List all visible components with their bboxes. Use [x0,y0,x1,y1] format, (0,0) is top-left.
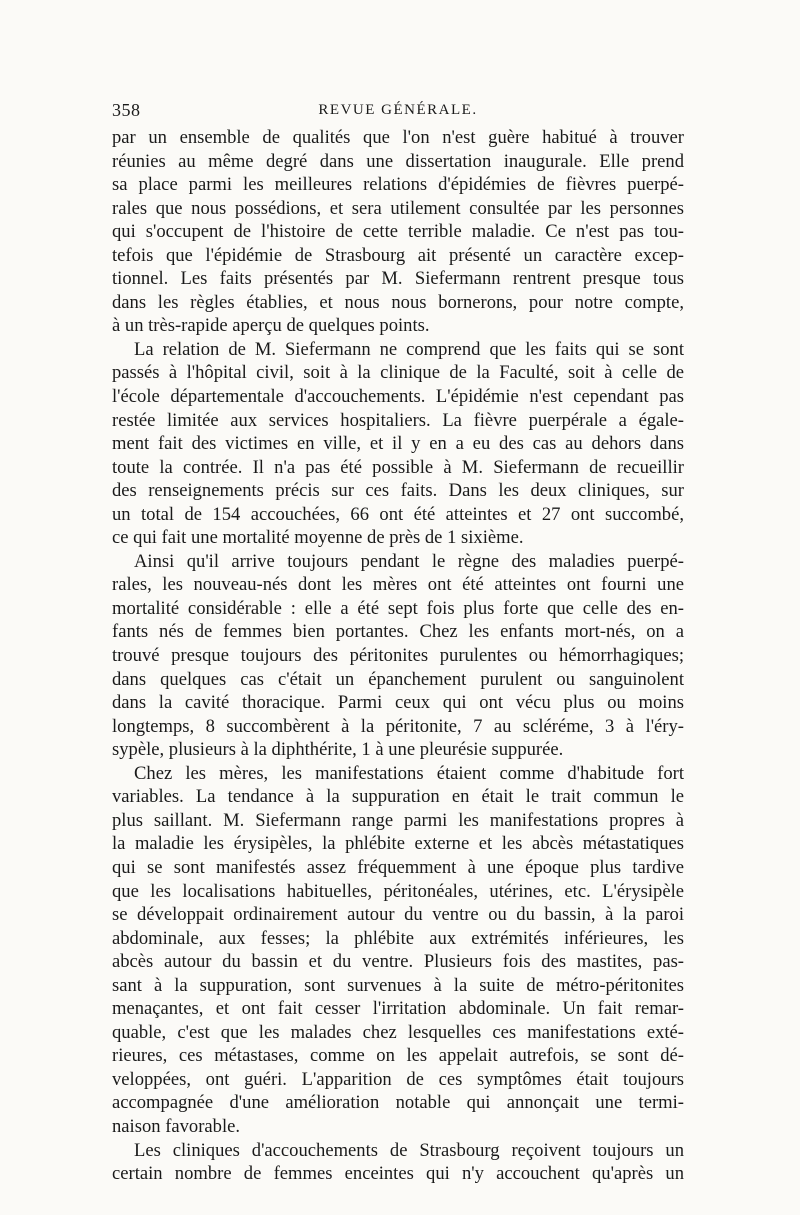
text-line: mortalité considérable : elle a été sept fois plus forte que celle des en- [112,597,684,619]
text-line: quable, c'est que les malades chez lesquelles ces manifestations exté- [112,1021,684,1043]
text-line: dans les règles établies, et nous nous bornerons, pour notre compte, [112,291,684,313]
text-line: ment fait des victimes en ville, et il y en a eu des cas au dehors dans [112,433,684,455]
text-line: Ainsi qu'il arrive toujours pendant le règne des maladies puerpé- [134,550,684,572]
text-line: ce qui fait une mortalité moyenne de près de 1 sixième. [112,527,524,549]
journal-title: REVUE GÉNÉRALE. [318,102,478,118]
text-line: trouvé presque toujours des péritonites purulentes ou hémorrhagiques; [112,645,684,667]
page-number: 358 [112,100,141,120]
text-line: rales que nous possédions, et sera utilement consultée par les personnes [112,197,684,219]
text-line: rales, les nouveau-nés dont les mères ont été atteintes ont fourni une [112,574,684,596]
text-line: que les localisations habituelles, péritonéales, utérines, etc. L'érysipèle [112,880,684,902]
text-line: sant à la suppuration, sont survenues à la suite de métro-péritonites [112,974,684,996]
text-line: La relation de M. Siefermann ne comprend que les faits qui se sont [134,338,684,360]
text-line: sypèle, plusieurs à la diphthérite, 1 à une pleurésie suppurée. [112,739,564,761]
text-line: qui se sont manifestés assez fréquemment à une époque plus tardive [112,856,684,878]
book-page [112,100,684,1186]
text-line: la maladie les érysipèles, la phlébite externe et les abcès métastatiques [112,833,684,855]
text-line: toute la contrée. Il n'a pas été possible à M. Siefermann de recueillir [112,456,684,478]
text-line: un total de 154 accouchées, 66 ont été atteintes et 27 ont succombé, [112,503,684,525]
text-line: sa place parmi les meilleures relations d'épidémies de fièvres puerpé- [112,174,684,196]
text-line: rieures, ces métastases, comme on les appelait autrefois, se sont dé- [112,1045,684,1067]
text-line: qui s'occupent de l'histoire de cette terrible maladie. Ce n'est pas tou- [112,221,684,243]
text-line: passés à l'hôpital civil, soit à la clinique de la Faculté, soit à celle de [112,362,684,384]
text-line: abdominale, aux fesses; la phlébite aux extrémités inférieures, les [112,927,684,949]
running-head [112,100,684,124]
text-line: Chez les mères, les manifestations étaient comme d'habitude fort [134,762,684,784]
text-line: des renseignements précis sur ces faits. Dans les deux cliniques, sur [112,480,684,502]
text-line: à un très-rapide aperçu de quelques points. [112,315,430,337]
text-line: restée limitée aux services hospitaliers. La fièvre puerpérale a égale- [112,409,684,431]
text-line: plus saillant. M. Siefermann range parmi les manifestations propres à [112,809,684,831]
text-line: abcès autour du bassin et du ventre. Plusieurs fois des mastites, pas- [112,951,684,973]
text-line: accompagnée d'une amélioration notable qui annonçait une termi- [112,1092,684,1114]
text-line: variables. La tendance à la suppuration en était le trait commun le [112,786,684,808]
text-line: menaçantes, et ont fait cesser l'irritation abdominale. Un fait remar- [112,998,684,1020]
text-line: réunies au même degré dans une dissertation inaugurale. Elle prend [112,150,684,172]
text-line: veloppées, ont guéri. L'apparition de ces symptômes était toujours [112,1068,684,1090]
body-text [112,126,684,1186]
text-line: Les cliniques d'accouchements de Strasbourg reçoivent toujours un [134,1139,684,1161]
text-line: se développait ordinairement autour du ventre ou du bassin, à la paroi [112,904,684,926]
text-line: fants nés de femmes bien portantes. Chez les enfants mort-nés, on a [112,621,684,643]
text-line: dans la cavité thoracique. Parmi ceux qui ont vécu plus ou moins [112,692,684,714]
text-line: par un ensemble de qualités que l'on n'est guère habitué à trouver [112,127,684,148]
text-line: tionnel. Les faits présentés par M. Siefermann rentrent presque tous [112,268,684,290]
text-line: naison favorable. [112,1115,241,1137]
text-line: longtemps, 8 succombèrent à la péritonite, 7 au scléréme, 3 à l'éry- [112,715,684,737]
text-line: dans quelques cas c'était un épanchement purulent ou sanguinolent [112,668,684,690]
text-line: certain nombre de femmes enceintes qui n'y accouchent qu'après un [112,1163,684,1185]
text-line: l'école départementale d'accouchements. L'épidémie n'est cependant pas [112,386,684,408]
text-line: tefois que l'épidémie de Strasbourg ait présenté un caractère excep- [112,244,684,266]
